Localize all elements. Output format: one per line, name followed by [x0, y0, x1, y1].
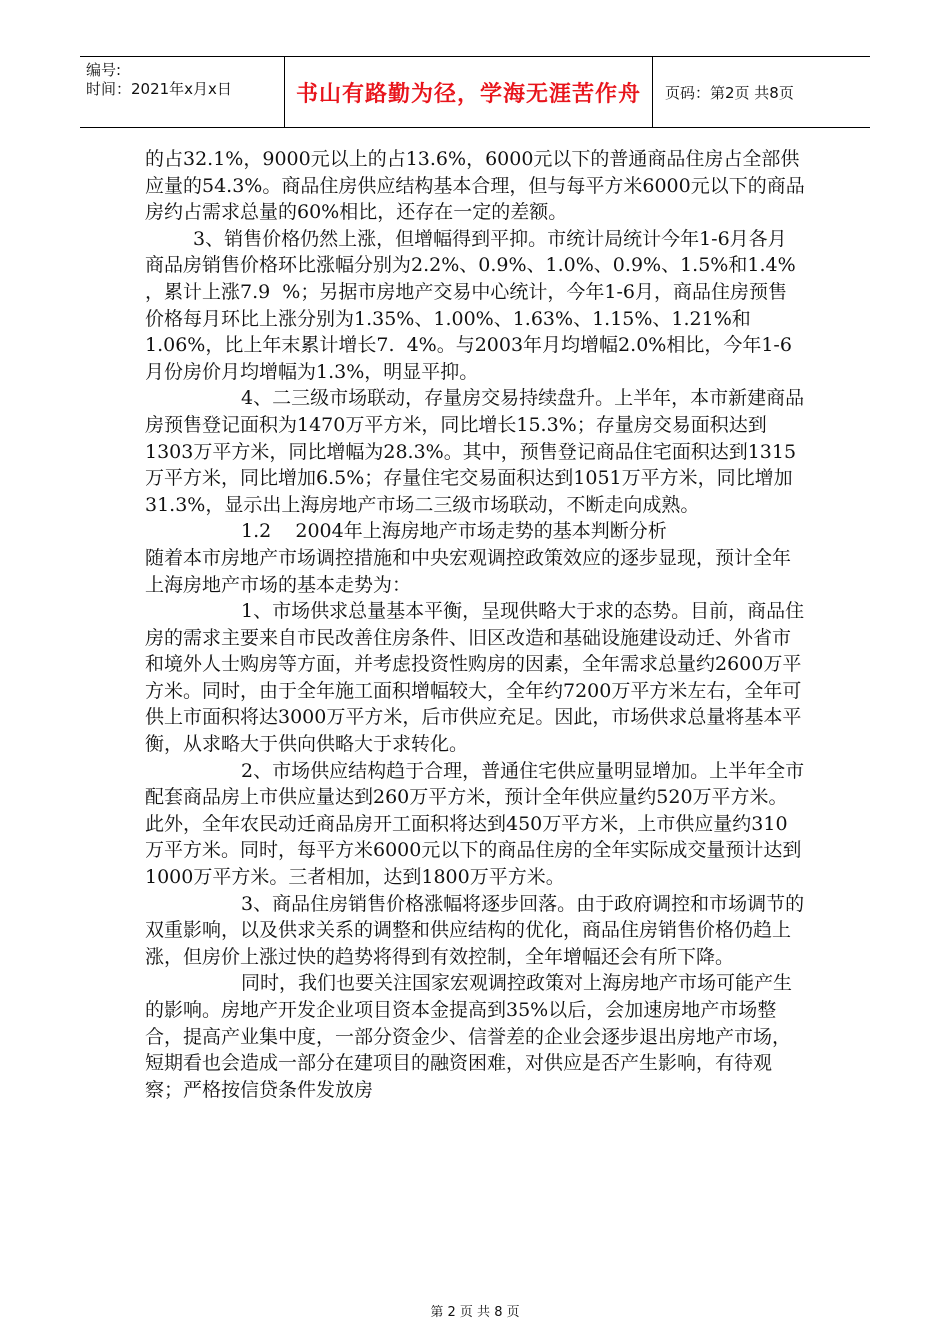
header-page-info: 页码：第2页 共8页: [665, 83, 794, 102]
page-header: [80, 56, 870, 128]
paragraph: 的占32.1%，9000元以上的占13.6%，6000元以下的普通商品住房占全部供应量的54.3%。商品住房供应结构基本合理，但与每平方米6000元以下的商品房约占需求总量的60%相比，还存在一定的差额。: [145, 148, 805, 224]
paragraph: 随着本市房地产市场调控措施和中央宏观调控政策效应的逐步显现，预计全年上海房地产市场的基本走势为：: [145, 546, 792, 596]
header-meta: [80, 57, 285, 127]
paragraph: 同时，我们也要关注国家宏观调控政策对上海房地产市场可能产生的影响。房地产开发企业项目资本金提高到35%以后，会加速房地产市场整合，提高产业集中度，一部分资金少、信誉差的企业会逐步退出房地产市场，短期看也会造成一部分在建项目的融资困难，对供应是否产生影响，有待观察；严格按信贷条件发放房: [145, 972, 793, 1101]
document-body: [145, 146, 808, 1103]
paragraph: 2、市场供应结构趋于合理，普通住宅供应量明显增加。上半年全市配套商品房上市供应量达到260万平方米，预计全年供应量约520万平方米。此外，全年农民动迁商品房开工面积将达到450万平方米，上市供应量约310万平方米。同时，每平方米6000元以下的商品住房的全年实际成交量预计达到1000万平方米。三者相加，达到1800万平方米。: [145, 759, 805, 889]
paragraph: 3、销售价格仍然上涨，但增幅得到平抑。市统计局统计今年1-6月各月商品房销售价格环比涨幅分别为2.2%、0.9%、1.0%、0.9%、1.5%和1.4% ，累计上涨7.9 %；另据市房地产交易中心统计，今年1-6月，商品住房预售价格每月环比上涨分别为1.35%、1.00%、1.63%、1.15%、1.21%和1.06%，比上年末累计增长7. 4%。与2003年月均增幅2.0%相比，今年1-6月份房价月均增幅为1.3%，明显平抑。: [145, 227, 808, 383]
paragraph: 4、二三级市场联动，存量房交易持续盘升。上半年，本市新建商品房预售登记面积为1470万平方米，同比增长15.3%；存量房交易面积达到1303万平方米，同比增幅为28.3%。其中，预售登记商品住宅面积达到1315万平方米，同比增加6.5%；存量住宅交易面积达到1051万平方米，同比增加31.3%，显示出上海房地产市场二三级市场联动，不断走向成熟。: [145, 387, 805, 516]
time-label: 时间：2021年x月x日: [86, 80, 232, 98]
paragraph: 3、商品住房销售价格涨幅将逐步回落。由于政府调控和市场调节的双重影响，以及供求关系的调整和供应结构的优化，商品住房销售价格仍趋上涨，但房价上涨过快的趋势将得到有效控制，全年增幅还会有所下降。: [145, 892, 805, 968]
page-footer: 第 2 页 共 8 页: [430, 1305, 520, 1320]
header-motto: 书山有路勤为径，学海无涯苦作舟: [285, 57, 653, 127]
number-label: 编号:: [86, 61, 122, 79]
section-heading: 1.2 2004年上海房地产市场走势的基本判断分析: [241, 520, 667, 543]
paragraph: 1、市场供求总量基本平衡，呈现供略大于求的态势。目前，商品住房的需求主要来自市民改善住房条件、旧区改造和基础设施建设动迁、外省市和境外人士购房等方面，并考虑投资性购房的因素，全年需求总量约2600万平方米。同时，由于全年施工面积增幅较大，全年约7200万平方米左右，全年可供上市面积将达3000万平方米，后市供应充足。因此，市场供求总量将基本平衡，从求略大于供向供略大于求转化。: [145, 600, 805, 756]
